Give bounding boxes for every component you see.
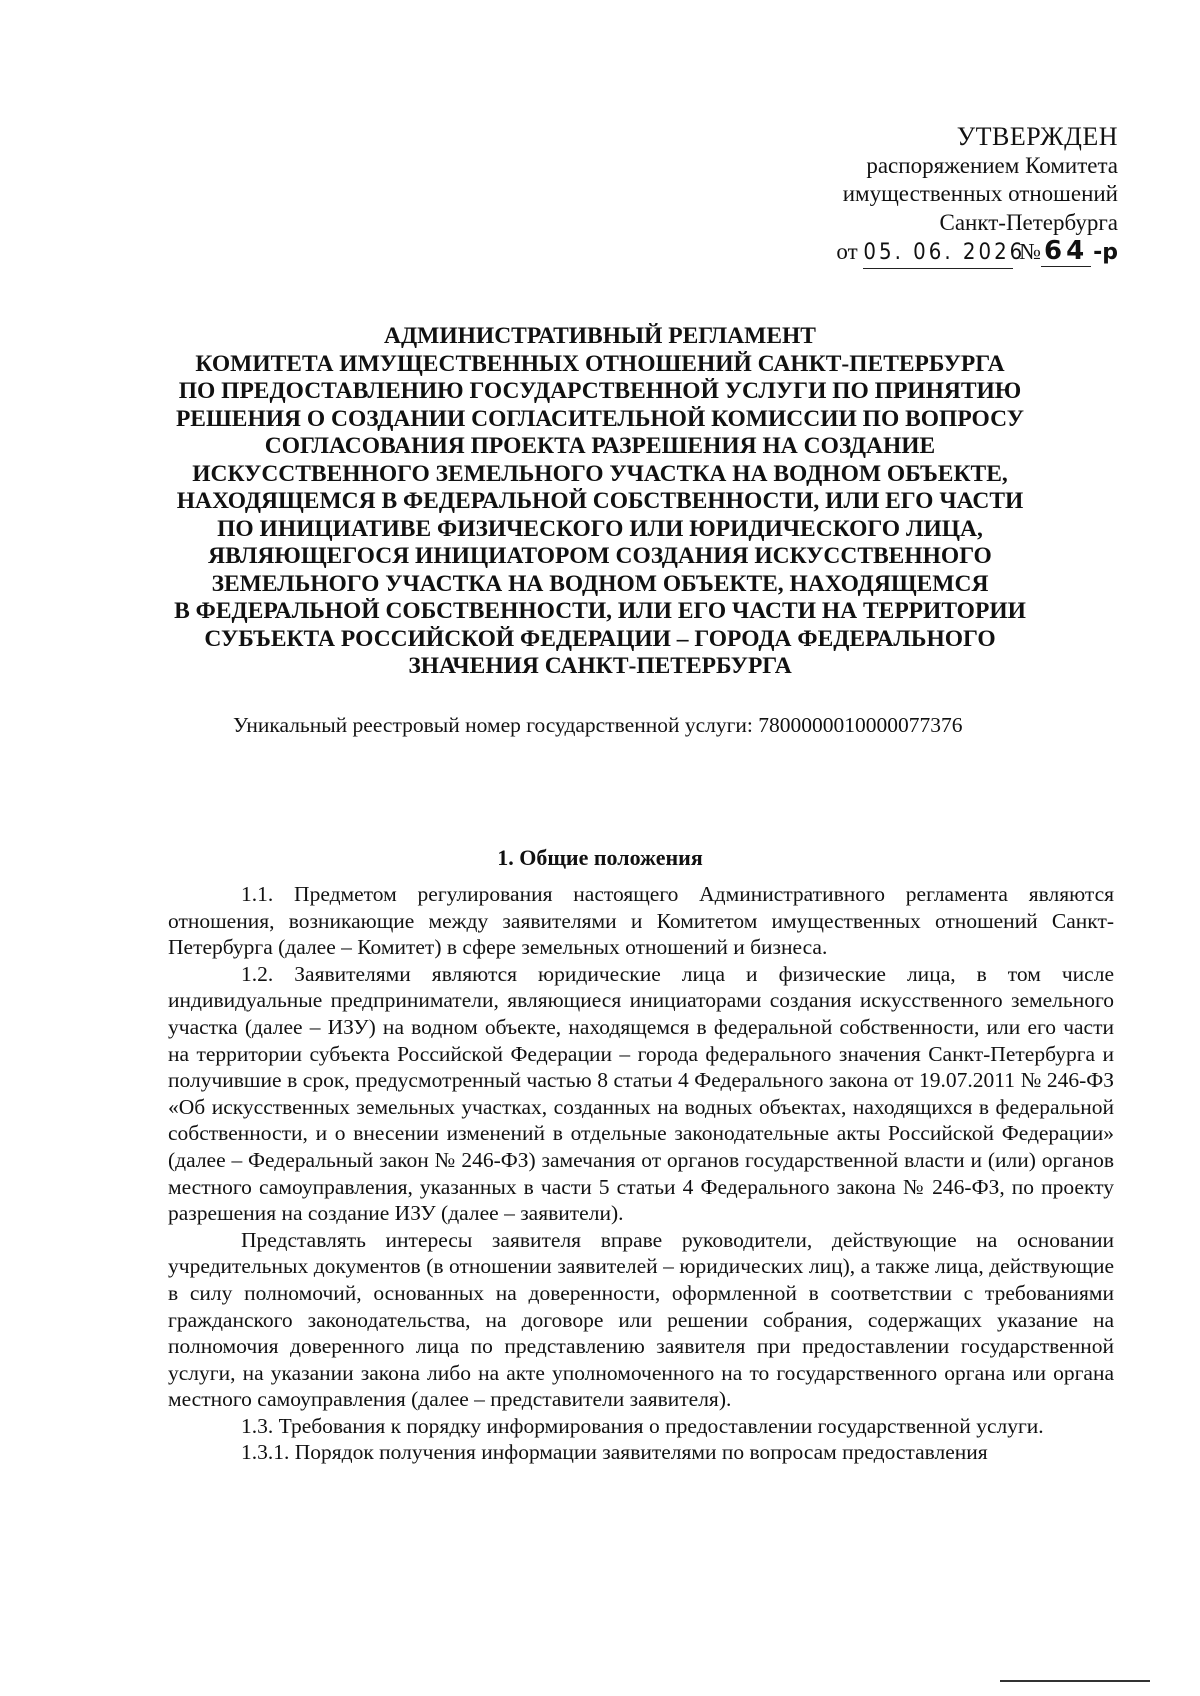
order-number-suffix: -р [1093,240,1118,265]
title-line: В ФЕДЕРАЛЬНОЙ СОБСТВЕННОСТИ, ИЛИ ЕГО ЧАСТИ НА ТЕРРИТОРИИ [174,598,1026,624]
registry-number: Уникальный реестровый номер государственной услуги: 7800000010000077376 [233,713,963,737]
title-line: ПО ИНИЦИАТИВЕ ФИЗИЧЕСКОГО ИЛИ ЮРИДИЧЕСКОГО ЛИЦА, [217,515,983,542]
title-line: КОМИТЕТА ИМУЩЕСТВЕННЫХ ОТНОШЕНИЙ САНКТ-ПЕТЕРБУРГА [195,350,1005,377]
document-title [150,323,1050,681]
title-line: СОГЛАСОВАНИЯ ПРОЕКТА РАЗРЕШЕНИЯ НА СОЗДАНИЕ [264,433,936,459]
title-line: ЗНАЧЕНИЯ САНКТ-ПЕТЕРБУРГА [408,653,792,679]
section-heading: 1. Общие положения [497,845,703,870]
title-line: СУБЪЕКТА РОССИЙСКОЙ ФЕДЕРАЦИИ – ГОРОДА ФЕДЕРАЛЬНОГО [204,625,996,652]
order-date-number [698,237,1118,269]
approval-line: Санкт-Петербурга [939,209,1118,235]
approval-stamp [698,123,1118,269]
date-prefix: от [836,239,858,264]
order-date: 05. 06. 2026 [863,239,1013,269]
title-line: ПО ПРЕДОСТАВЛЕНИЮ ГОСУДАРСТВЕННОЙ УСЛУГИ ПО ПРИНЯТИЮ [178,378,1022,404]
title-line: НАХОДЯЩЕМСЯ В ФЕДЕРАЛЬНОЙ СОБСТВЕННОСТИ, ИЛИ ЕГО ЧАСТИ [176,488,1024,514]
approval-line: распоряжением Комитета [866,152,1118,178]
footer-rule [1000,1680,1150,1682]
paragraph: 1.3.1. Порядок получения информации заявителями по вопросам предоставления [241,1440,988,1465]
paragraph: 1.1. Предметом регулирования настоящего Административного регламента являются отношения, возникающие между заявителями и Комитетом имущественных отношений Санкт-Петербурга (далее – Комитет) в сфере земельных отношений и бизнеса. [168,882,1114,960]
title-line: АДМИНИСТРАТИВНЫЙ РЕГЛАМЕНТ [384,323,816,349]
title-line: РЕШЕНИЯ О СОЗДАНИИ СОГЛАСИТЕЛЬНОЙ КОМИССИИ ПО ВОПРОСУ [175,405,1025,432]
paragraph: 1.3. Требования к порядку информирования о предоставлении государственной услуги. [241,1413,1044,1438]
title-line: ЯВЛЯЮЩЕГОСЯ ИНИЦИАТОРОМ СОЗДАНИЯ ИСКУССТВЕННОГО [208,543,992,569]
number-prefix: № [1019,239,1042,264]
approval-line: имущественных отношений [842,181,1118,206]
paragraph: 1.2. Заявителями являются юридические лица и физические лица, в том числе индивидуальные предприниматели, являющиеся инициаторами создания искусственного земельного участка (далее – ИЗУ) на водном объекте, находящемся в федеральной собственности, или его части на территории субъекта Российской Федерации – города федерального значения Санкт-Петербурга и получившие в срок, предусмотренный частью 8 статьи 4 Федерального закона от 19.07.2011 № 246-ФЗ «Об искусственных земельных участках, созданных на водных объектах, находящихся в федеральной собственности, и о внесении изменений в отдельные законодательные акты Российской Федерации» (далее – Федеральный закон № 246-ФЗ) замечания от органов государственной власти и (или) органов местного самоуправления, указанных в части 5 статьи 4 Федерального закона № 246-ФЗ, по проекту разрешения на создание ИЗУ (далее – заявители). [168,961,1114,1226]
title-line: ЗЕМЕЛЬНОГО УЧАСТКА НА ВОДНОМ ОБЪЕКТЕ, НАХОДЯЩЕМСЯ [211,570,989,597]
approval-title: УТВЕРЖДЕН [956,122,1118,151]
order-number: 64 [1041,237,1091,267]
section-body [168,881,1114,1466]
paragraph: Представлять интересы заявителя вправе руководители, действующие на основании учредительных документов (в отношении заявителей – юридических лиц), а также лица, действующие в силу полномочий, основанных на доверенности, оформленной в соответствии с требованиями гражданского законодательства, на договоре или решении собрания, содержащих указание на полномочия доверенного лица по представлению заявителя при предоставлении государственной услуги, на указании закона либо на акте уполномоченного на то государственного органа или органа местного самоуправления (далее – представители заявителя). [168,1227,1114,1412]
title-line: ИСКУССТВЕННОГО ЗЕМЕЛЬНОГО УЧАСТКА НА ВОДНОМ ОБЪЕКТЕ, [192,460,1008,487]
